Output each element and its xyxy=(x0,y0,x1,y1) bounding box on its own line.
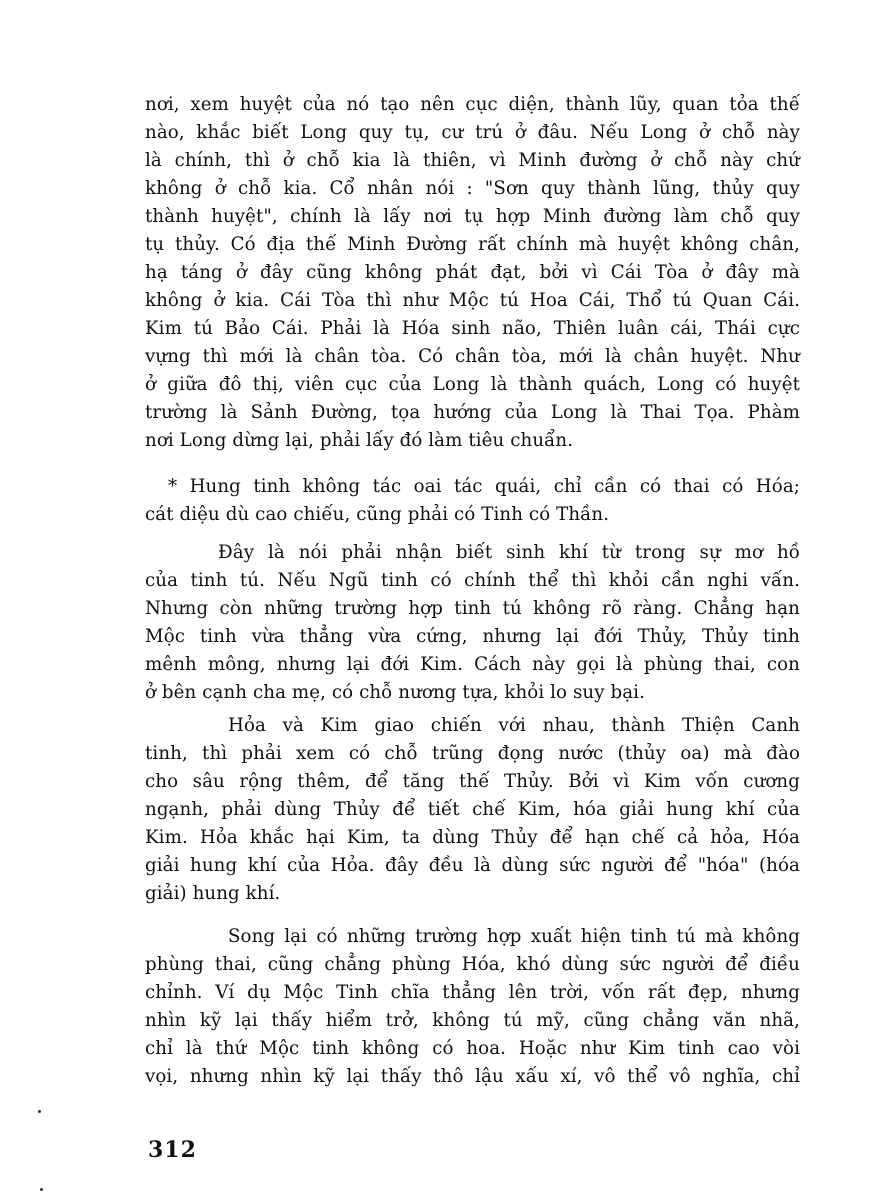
text-line: Song lại có những trường hợp xuất hiện tinh tú mà không xyxy=(228,926,800,947)
text-line: nào, khắc biết Long quy tụ, cư trú ở đâu. Nếu Long ở chỗ này xyxy=(145,122,800,143)
text-line: tụ thủy. Có địa thế Minh Đường rất chính mà huyệt không chân, xyxy=(145,234,800,255)
page-number: 312 xyxy=(148,1137,197,1163)
text-line: phùng thai, cũng chẳng phùng Hóa, khó dùng sức người để điều xyxy=(145,954,800,975)
scan-speck xyxy=(40,1188,43,1191)
text-line: ở giữa đô thị, viên cục của Long là thành quách, Long có huyệt xyxy=(145,374,800,395)
text-line: Kim tú Bảo Cái. Phải là Hóa sinh não, Thiên luân cái, Thái cực xyxy=(145,318,800,339)
text-line: cho sâu rộng thêm, để tăng thế Thủy. Bởi vì Kim vốn cương xyxy=(145,771,800,792)
text-line: * Hung tinh không tác oai tác quái, chỉ cần có thai có Hóa; xyxy=(168,476,800,497)
text-line: vọi, nhưng nhìn kỹ lại thấy thô lậu xấu xí, vô thể vô nghĩa, chỉ xyxy=(145,1066,800,1087)
text-line: của tinh tú. Nếu Ngũ tinh có chính thể thì khỏi cần nghi vấn. xyxy=(145,570,800,591)
text-line: nơi, xem huyệt của nó tạo nên cục diện, thành lũy, quan tỏa thế xyxy=(145,94,800,115)
text-line: chỉnh. Ví dụ Mộc Tinh chĩa thẳng lên trời, vốn rất đẹp, nhưng xyxy=(145,982,800,1003)
text-line: Mộc tinh vừa thẳng vừa cứng, nhưng lại đới Thủy, Thủy tinh xyxy=(145,626,800,647)
text-line: giải) hung khí. xyxy=(145,883,281,904)
text-line: Hỏa và Kim giao chiến với nhau, thành Thiện Canh xyxy=(228,715,800,736)
text-line: ngạnh, phải dùng Thủy để tiết chế Kim, hóa giải hung khí của xyxy=(145,799,800,820)
text-line: thành huyệt", chính là lấy nơi tụ hợp Minh đường làm chỗ quy xyxy=(145,206,800,227)
text-line: không ở chỗ kia. Cổ nhân nói : "Sơn quy thành lũng, thủy quy xyxy=(145,178,800,199)
text-line: hạ táng ở đây cũng không phát đạt, bởi vì Cái Tòa ở đây mà xyxy=(145,262,800,283)
text-line: là chính, thì ở chỗ kia là thiên, vì Minh đường ở chỗ này chứ xyxy=(145,150,800,171)
text-line: nơi Long dừng lại, phải lấy đó làm tiêu chuẩn. xyxy=(145,430,574,451)
text-line: ở bên cạnh cha mẹ, có chỗ nương tựa, khỏi lo suy bại. xyxy=(145,682,645,703)
text-line: nhìn kỹ lại thấy hiểm trở, không tú mỹ, cũng chẳng văn nhã, xyxy=(145,1010,800,1031)
scan-speck xyxy=(38,1110,41,1113)
text-line: tinh, thì phải xem có chỗ trũng đọng nước (thủy oa) mà đào xyxy=(145,743,800,764)
text-line: trường là Sảnh Đường, tọa hướng của Long là Thai Tọa. Phàm xyxy=(145,402,800,423)
text-line: chỉ là thứ Mộc tinh không có hoa. Hoặc như Kim tinh cao vòi xyxy=(145,1038,800,1059)
text-line: Đây là nói phải nhận biết sinh khí từ trong sự mơ hồ xyxy=(218,542,800,563)
text-line: mênh mông, nhưng lại đới Kim. Cách này gọi là phùng thai, con xyxy=(145,654,800,675)
text-line: giải hung khí của Hỏa. đây đều là dùng sức người để "hóa" (hóa xyxy=(145,855,800,876)
text-line: vựng thì mới là chân tòa. Có chân tòa, mới là chân huyệt. Như xyxy=(145,346,800,367)
text-line: cát diệu dù cao chiếu, cũng phải có Tinh có Thần. xyxy=(145,504,610,525)
text-line: Kim. Hỏa khắc hại Kim, ta dùng Thủy để hạn chế cả hỏa, Hóa xyxy=(145,827,800,848)
text-line: Nhưng còn những trường hợp tinh tú không rõ ràng. Chẳng hạn xyxy=(145,598,800,619)
text-line: không ở kia. Cái Tòa thì như Mộc tú Hoa Cái, Thổ tú Quan Cái. xyxy=(145,290,800,311)
